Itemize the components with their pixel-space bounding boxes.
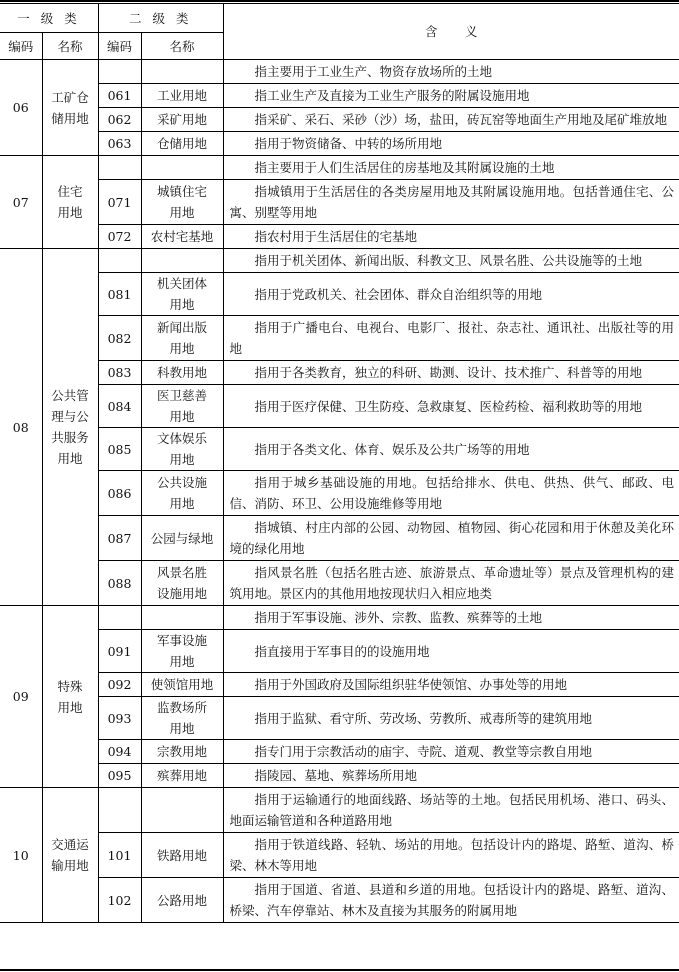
item-description: 指用于国道、省道、县道和乡道的用地。包括设计内的路堤、路堑、道沟、桥梁、汽车停靠站、林木及直接为其服务的附属用地 bbox=[223, 878, 679, 923]
group-row bbox=[0, 606, 679, 630]
header-meaning: 含义 bbox=[223, 4, 679, 60]
group-row bbox=[0, 60, 679, 84]
header-level1-code: 编码 bbox=[0, 33, 42, 60]
item-code: 082 bbox=[98, 316, 141, 361]
item-code: 101 bbox=[98, 833, 141, 878]
item-description: 指风景名胜（包括名胜古迹、旅游景点、革命遗址等）景点及管理机构的建筑用地。景区内的其他用地按现状归入相应地类 bbox=[223, 561, 679, 606]
item-description: 指用于物资储备、中转的场所用地 bbox=[223, 132, 679, 156]
item-code: 061 bbox=[98, 84, 141, 108]
item-row bbox=[0, 740, 679, 764]
item-name-line: 殡葬用地 bbox=[157, 768, 208, 783]
group-name bbox=[42, 606, 98, 788]
group-row bbox=[0, 156, 679, 180]
item-name-line: 科教用地 bbox=[157, 365, 208, 380]
item-name-line: 农村宅基地 bbox=[150, 229, 214, 244]
item-code: 102 bbox=[98, 878, 141, 923]
group-code: 06 bbox=[0, 60, 42, 156]
header-level2-code: 编码 bbox=[98, 33, 141, 60]
item-name-line: 设施用地 bbox=[157, 586, 208, 601]
group-name-line: 用地 bbox=[57, 451, 83, 466]
item-code: 063 bbox=[98, 132, 141, 156]
group-name-line: 工矿仓 bbox=[51, 89, 89, 105]
item-description: 指农村用于生活居住的宅基地 bbox=[223, 225, 679, 249]
header-row-1 bbox=[0, 4, 679, 33]
group-description: 指用于机关团体、新闻出版、科教文卫、风景名胜、公共设施等的土地 bbox=[223, 249, 679, 273]
item-row bbox=[0, 764, 679, 788]
item-row bbox=[0, 833, 679, 878]
group-description: 指用于军事设施、涉外、宗教、监教、殡葬等的土地 bbox=[223, 606, 679, 630]
item-name bbox=[141, 316, 223, 361]
item-code: 093 bbox=[98, 697, 141, 740]
item-name bbox=[141, 273, 223, 316]
item-code: 086 bbox=[98, 471, 141, 516]
subgroup-code-empty bbox=[98, 788, 141, 833]
item-code: 062 bbox=[98, 108, 141, 132]
group-row bbox=[0, 249, 679, 273]
item-code: 081 bbox=[98, 273, 141, 316]
group-name bbox=[42, 788, 98, 923]
group-name-line: 公共管 bbox=[51, 388, 89, 403]
subgroup-name-empty bbox=[141, 249, 223, 273]
item-name-line: 用地 bbox=[169, 297, 195, 312]
item-name bbox=[141, 878, 223, 923]
item-description: 指城镇用于生活居住的各类房屋用地及其附属设施用地。包括普通住宅、公寓、别墅等用地 bbox=[223, 180, 679, 225]
item-name bbox=[141, 764, 223, 788]
item-code: 087 bbox=[98, 516, 141, 561]
item-description: 指用于外国政府及国际组织驻华使领馆、办事处等的用地 bbox=[223, 673, 679, 697]
item-name-line: 公路用地 bbox=[157, 892, 208, 908]
group-code: 07 bbox=[0, 156, 42, 249]
item-description: 指用于监狱、看守所、劳改场、劳教所、戒毒所等的建筑用地 bbox=[223, 697, 679, 740]
header-level2-name: 名称 bbox=[141, 33, 223, 60]
item-description: 指直接用于军事目的的设施用地 bbox=[223, 630, 679, 673]
item-name bbox=[141, 673, 223, 697]
item-code: 072 bbox=[98, 225, 141, 249]
group-name-line: 用地 bbox=[57, 205, 83, 220]
item-description: 指用于党政机关、社会团体、群众自治组织等的用地 bbox=[223, 273, 679, 316]
land-classification-table bbox=[0, 3, 679, 923]
item-name bbox=[141, 630, 223, 673]
item-name-line: 采矿用地 bbox=[157, 112, 208, 127]
item-name-line: 用地 bbox=[169, 409, 195, 424]
item-name bbox=[141, 225, 223, 249]
group-name-line: 用地 bbox=[57, 699, 83, 715]
item-name-line: 文体娱乐 bbox=[157, 431, 208, 446]
group-row bbox=[0, 788, 679, 833]
item-name-line: 公园与绿地 bbox=[150, 530, 214, 546]
group-name-line: 特殊 bbox=[57, 678, 83, 694]
header-level1: 一 级 类 bbox=[0, 4, 98, 33]
item-code: 094 bbox=[98, 740, 141, 764]
group-name-line: 交通运 bbox=[51, 837, 89, 852]
item-name bbox=[141, 84, 223, 108]
subgroup-name-empty bbox=[141, 60, 223, 84]
group-description: 指用于运输通行的地面线路、场站等的土地。包括民用机场、港口、码头、地面运输管道和各种道路用地 bbox=[223, 788, 679, 833]
header-level1-name: 名称 bbox=[42, 33, 98, 60]
item-name bbox=[141, 740, 223, 764]
item-code: 071 bbox=[98, 180, 141, 225]
item-name-line: 用地 bbox=[169, 205, 195, 220]
group-name-line: 理与公 bbox=[51, 409, 89, 424]
item-name-line: 铁路用地 bbox=[157, 847, 208, 863]
group-description: 指主要用于人们生活居住的房基地及其附属设施的土地 bbox=[223, 156, 679, 180]
item-code: 083 bbox=[98, 361, 141, 385]
group-code: 09 bbox=[0, 606, 42, 788]
item-description: 指采矿、采石、采砂（沙）场，盐田，砖瓦窑等地面生产用地及尾矿堆放地 bbox=[223, 108, 679, 132]
item-row bbox=[0, 108, 679, 132]
item-name bbox=[141, 385, 223, 428]
item-name-line: 城镇住宅 bbox=[157, 184, 208, 199]
item-description: 指用于各类教育，独立的科研、勘测、设计、技术推广、科普等的用地 bbox=[223, 361, 679, 385]
item-name bbox=[141, 361, 223, 385]
item-row bbox=[0, 361, 679, 385]
subgroup-name-empty bbox=[141, 788, 223, 833]
item-row bbox=[0, 132, 679, 156]
item-row bbox=[0, 225, 679, 249]
group-code: 10 bbox=[0, 788, 42, 923]
item-name-line: 工业用地 bbox=[157, 88, 208, 103]
item-name bbox=[141, 180, 223, 225]
item-name bbox=[141, 132, 223, 156]
item-name bbox=[141, 697, 223, 740]
item-row bbox=[0, 84, 679, 108]
item-description: 指用于广播电台、电视台、电影厂、报社、杂志社、通讯社、出版社等的用地 bbox=[223, 316, 679, 361]
item-name-line: 使领馆用地 bbox=[150, 677, 214, 692]
item-description: 指用于铁道线路、轻轨、场站的用地。包括设计内的路堤、路堑、道沟、桥梁、林木等用地 bbox=[223, 833, 679, 878]
item-code: 084 bbox=[98, 385, 141, 428]
item-row bbox=[0, 471, 679, 516]
item-row bbox=[0, 316, 679, 361]
item-name-line: 用地 bbox=[169, 341, 195, 356]
subgroup-name-empty bbox=[141, 156, 223, 180]
group-code: 08 bbox=[0, 249, 42, 606]
item-description: 指用于医疗保健、卫生防疫、急救康复、医检药检、福利救助等的用地 bbox=[223, 385, 679, 428]
item-row bbox=[0, 630, 679, 673]
item-description: 指专门用于宗教活动的庙宇、寺院、道观、教堂等宗教自用地 bbox=[223, 740, 679, 764]
group-name-line: 共服务 bbox=[51, 430, 89, 445]
item-name bbox=[141, 108, 223, 132]
item-code: 085 bbox=[98, 428, 141, 471]
group-name bbox=[42, 156, 98, 249]
item-name bbox=[141, 428, 223, 471]
subgroup-code-empty bbox=[98, 606, 141, 630]
item-code: 088 bbox=[98, 561, 141, 606]
item-name-line: 宗教用地 bbox=[157, 744, 208, 759]
item-name bbox=[141, 516, 223, 561]
item-name-line: 医卫慈善 bbox=[157, 388, 208, 403]
item-row bbox=[0, 385, 679, 428]
item-name-line: 军事设施 bbox=[157, 633, 208, 648]
item-name-line: 风景名胜 bbox=[157, 565, 208, 580]
item-description: 指用于城乡基础设施的用地。包括给排水、供电、供热、供气、邮政、电信、消防、环卫、公用设施维修等用地 bbox=[223, 471, 679, 516]
subgroup-code-empty bbox=[98, 249, 141, 273]
item-name-line: 新闻出版 bbox=[157, 320, 208, 335]
item-row bbox=[0, 428, 679, 471]
top-rule bbox=[0, 0, 679, 2]
item-name bbox=[141, 561, 223, 606]
item-code: 095 bbox=[98, 764, 141, 788]
group-name-line: 输用地 bbox=[51, 858, 89, 873]
group-name-line: 住宅 bbox=[57, 184, 83, 199]
subgroup-code-empty bbox=[98, 60, 141, 84]
item-code: 091 bbox=[98, 630, 141, 673]
item-name-line: 机关团体 bbox=[157, 276, 208, 291]
item-description: 指工业生产及直接为工业生产服务的附属设施用地 bbox=[223, 84, 679, 108]
item-description: 指城镇、村庄内部的公园、动物园、植物园、街心花园和用于休憩及美化环境的绿化用地 bbox=[223, 516, 679, 561]
group-name bbox=[42, 60, 98, 156]
item-name-line: 监教场所 bbox=[157, 700, 208, 715]
subgroup-name-empty bbox=[141, 606, 223, 630]
item-row bbox=[0, 273, 679, 316]
item-name-line: 用地 bbox=[169, 721, 195, 736]
item-row bbox=[0, 180, 679, 225]
bottom-rule bbox=[0, 969, 679, 971]
group-name bbox=[42, 249, 98, 606]
item-row bbox=[0, 561, 679, 606]
group-name-line: 储用地 bbox=[51, 110, 89, 126]
item-name bbox=[141, 833, 223, 878]
item-description: 指陵园、墓地、殡葬场所用地 bbox=[223, 764, 679, 788]
group-description: 指主要用于工业生产、物资存放场所的土地 bbox=[223, 60, 679, 84]
item-row bbox=[0, 697, 679, 740]
header-level2: 二 级 类 bbox=[98, 4, 223, 33]
item-row bbox=[0, 516, 679, 561]
item-name-line: 公共设施 bbox=[157, 475, 208, 490]
item-row bbox=[0, 673, 679, 697]
item-name-line: 用地 bbox=[169, 654, 195, 669]
item-name-line: 仓储用地 bbox=[157, 136, 208, 151]
item-name bbox=[141, 471, 223, 516]
subgroup-code-empty bbox=[98, 156, 141, 180]
item-description: 指用于各类文化、体育、娱乐及公共广场等的用地 bbox=[223, 428, 679, 471]
item-name-line: 用地 bbox=[169, 452, 195, 467]
item-name-line: 用地 bbox=[169, 496, 195, 511]
item-code: 092 bbox=[98, 673, 141, 697]
item-row bbox=[0, 878, 679, 923]
